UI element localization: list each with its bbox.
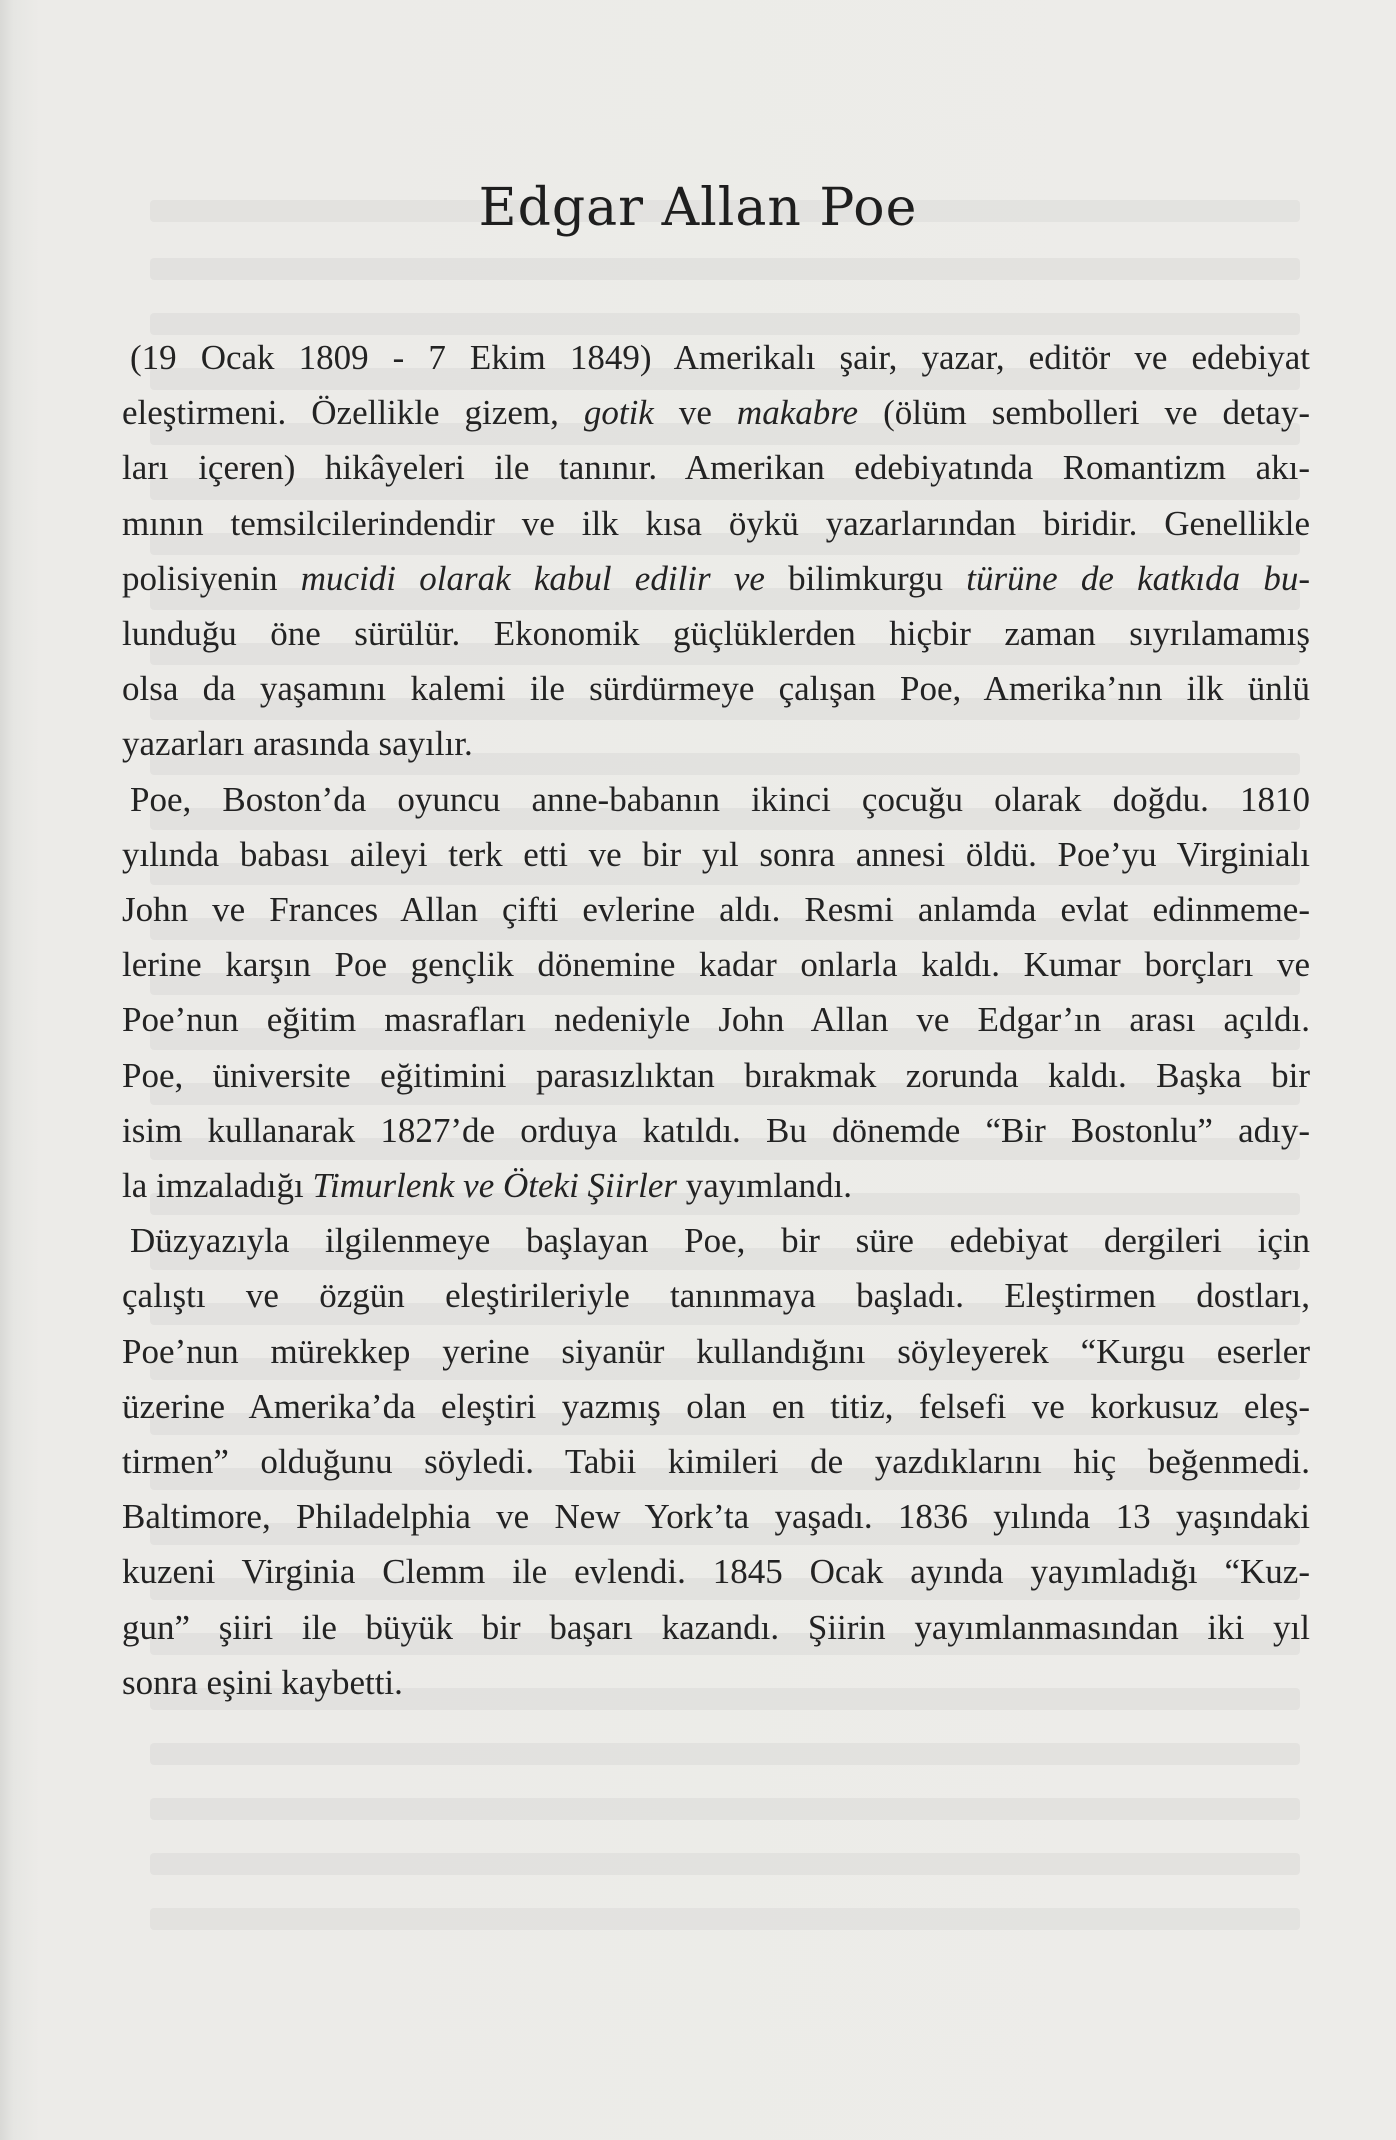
text-line: lunduğu öne sürülür. Ekonomik güçlüklerden hiçbir zaman sıyrılamamış (122, 614, 1310, 654)
text-run: eleştirmeni. Özellikle gizem, (122, 393, 584, 433)
text-line: çalıştı ve özgün eleştirileriyle tanınmaya başladı. Eleştirmen dostları, (122, 1276, 1310, 1316)
italic-term: türüne de katkıda bu- (943, 558, 1310, 598)
text-line: Düzyazıyla ilgilenmeye başlayan Poe, bir süre edebiyat dergileri için (130, 1221, 1310, 1261)
paragraph (122, 772, 1310, 1214)
text-line: Poe, Boston’da oyuncu anne-babanın ikinci çocuğu olarak doğdu. 1810 (130, 779, 1310, 819)
text-run: polisiyenin (122, 558, 278, 598)
text-line: Poe’nun mürekkep yerine siyanür kullandığını söyleyerek “Kurgu eserler (122, 1331, 1310, 1371)
text-run: (ölüm sembolleri ve detay- (858, 393, 1310, 433)
text-line (122, 1158, 1310, 1213)
text-line: olsa da yaşamını kalemi ile sürdürmeye çalışan Poe, Amerika’nın ilk ünlü (122, 669, 1310, 709)
italic-term: Timurlenk ve Öteki Şiirler (312, 1166, 677, 1206)
text-line: tirmen” olduğunu söyledi. Tabii kimileri de yazdıklarını hiç beğenmedi. (122, 1442, 1310, 1482)
text-line: yılında babası aileyi terk etti ve bir yıl sonra annesi öldü. Poe’yu Virginialı (122, 834, 1310, 874)
text-line: John ve Frances Allan çifti evlerine aldı. Resmi anlamda evlat edinmeme- (122, 890, 1310, 930)
text-line (122, 385, 1310, 440)
paragraph (122, 1213, 1310, 1710)
text-line: sonra eşini kaybetti. (122, 1662, 403, 1702)
text-line: (19 Ocak 1809 - 7 Ekim 1849) Amerikalı şair, yazar, editör ve edebiyat (130, 338, 1310, 377)
text-run: bilimkurgu (788, 558, 944, 598)
biography-text (122, 330, 1310, 1710)
text-line (122, 551, 1310, 606)
paragraph (122, 330, 1310, 772)
text-run: ve (653, 393, 737, 433)
text-line: yazarları arasında sayılır. (122, 724, 473, 764)
text-line: Poe, üniversite eğitimini parasızlıktan bırakmak zorunda kaldı. Başka bir (122, 1055, 1310, 1095)
text-line: Poe’nun eğitim masrafları nedeniyle John Allan ve Edgar’ın arası açıldı. (122, 1000, 1310, 1040)
text-run: yayımlandı. (677, 1166, 852, 1206)
italic-term: makabre (736, 393, 859, 433)
text-line: kuzeni Virginia Clemm ile evlendi. 1845 Ocak ayında yayımladığı “Kuz- (122, 1552, 1310, 1592)
text-line: üzerine Amerika’da eleştiri yazmış olan en titiz, felsefi ve korkusuz eleş- (122, 1386, 1310, 1426)
text-run: la imzaladığı (122, 1166, 313, 1206)
page-title: Edgar Allan Poe (478, 178, 918, 238)
text-line: Baltimore, Philadelphia ve New York’ta yaşadı. 1836 yılında 13 yaşındaki (122, 1497, 1310, 1537)
italic-term: gotik (583, 393, 654, 433)
text-line: isim kullanarak 1827’de orduya katıldı. Bu dönemde “Bir Bostonlu” adıy- (122, 1110, 1310, 1150)
text-line: gun” şiiri ile büyük bir başarı kazandı. Şiirin yayımlanmasından iki yıl (122, 1607, 1310, 1647)
italic-term: mucidi olarak kabul edilir ve (277, 558, 789, 598)
text-line: lerine karşın Poe gençlik dönemine kadar onlarla kaldı. Kumar borçları ve (122, 945, 1310, 985)
text-line: ları içeren) hikâyeleri ile tanınır. Amerikan edebiyatında Romantizm akı- (122, 448, 1310, 488)
text-line: mının temsilcilerindendir ve ilk kısa öykü yazarlarından biridir. Genellikle (122, 503, 1310, 543)
